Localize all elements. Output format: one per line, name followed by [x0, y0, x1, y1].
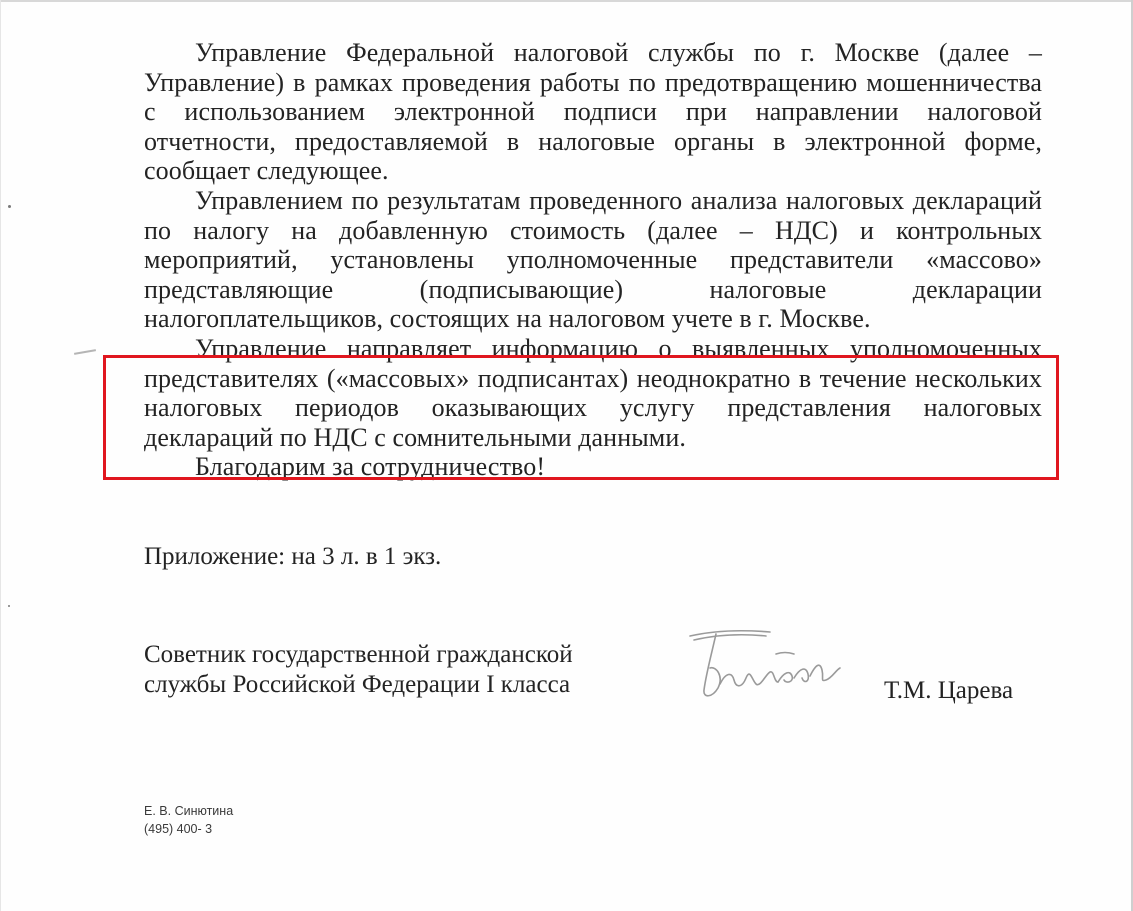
scan-edge-left [0, 0, 1, 911]
signer-name: Т.М. Царева [884, 677, 1014, 704]
closing-thanks: Благодарим за сотрудничество! [195, 452, 546, 482]
signer-position-line2: службы Российской Федерации I класса [144, 671, 571, 698]
scan-mark [74, 349, 96, 355]
paragraph-information: Управление направляет информацию о выявленных уполномоченных представителях («массовых» подписантах) неоднократно в течение нескольких налоговых периодов оказывающих услугу представления налоговых деклараций по НДС с сомнительными данными. [144, 333, 1042, 452]
scan-edge-top [0, 0, 1133, 2]
signer-position-line1: Советник государственной гражданской [144, 641, 573, 668]
executor-name: Е. В. Синютина [144, 804, 234, 818]
scan-speck [8, 205, 11, 208]
signer-position [144, 640, 573, 700]
paragraph-findings: Управлением по результатам проведенного анализа налоговых деклараций по налогу на добавленную стоимость (далее – НДС) и контрольных мероприятий, установлены уполномоченные представители «массово» представляющие (подписывающие) налоговые декларации налогоплательщиков, состоящих на налоговом учете в г. Москве. [144, 185, 1042, 334]
handwritten-signature [686, 618, 846, 708]
attachment-note: Приложение: на 3 л. в 1 экз. [144, 543, 442, 570]
paragraph-intro: Управление Федеральной налоговой службы по г. Москве (далее – Управление) в рамках проведения работы по предотвращению мошенничества с использованием электронной подписи при направлении налоговой отчетности, предоставляемой в налоговые органы в электронной форме, сообщает следующее. [144, 38, 1042, 186]
highlight-frame [103, 355, 1059, 480]
scan-speck [8, 605, 10, 607]
executor-block [144, 802, 233, 838]
executor-phone: (495) 400- 3 [144, 822, 213, 836]
